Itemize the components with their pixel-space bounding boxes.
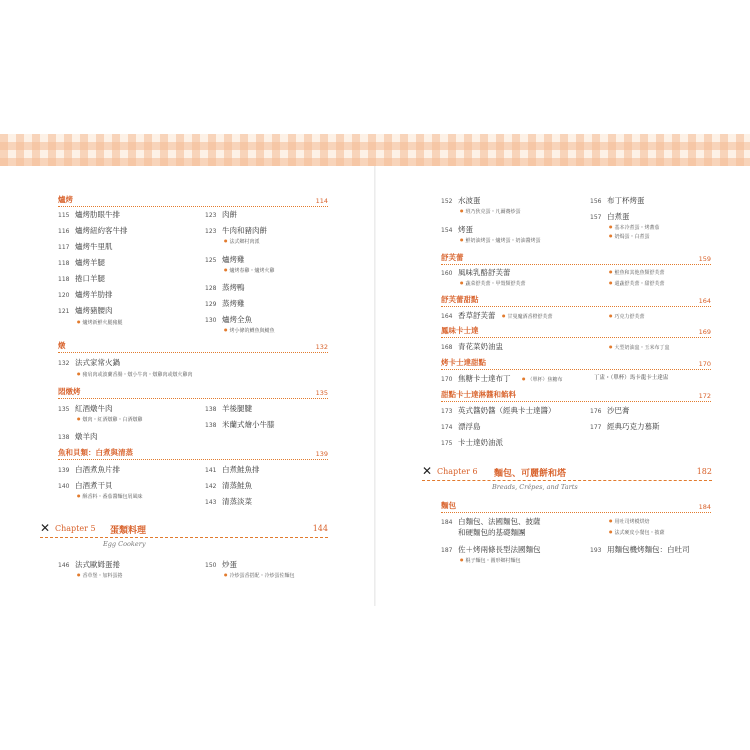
toc-entry[interactable]: 120 爐烤羊肋排 <box>58 290 113 299</box>
toc-entry[interactable]: 138 米蘭式燴小牛膝 <box>205 420 275 429</box>
section-title: 悶燉烤 <box>58 387 81 396</box>
toc-entry[interactable]: 141 白煮鮭魚排 <box>205 465 260 474</box>
toc-entry[interactable]: 123 牛肉和豬肉餅 <box>205 226 267 235</box>
toc-entry[interactable]: 121 爐烤豬腰肉 <box>58 306 113 315</box>
section-header-bread <box>441 500 711 513</box>
fork-knife-icon: ✕ <box>40 521 51 535</box>
section-header-roast <box>58 194 328 207</box>
toc-entry[interactable]: 187 佐＋烤兩條長型法國麵包 <box>441 545 541 554</box>
section-header-fish <box>58 447 328 460</box>
toc-subentry: ● 甘曼魔酒香橙舒芙蕾 <box>502 312 553 321</box>
toc-entry[interactable]: 176 沙巴膏 <box>590 406 630 415</box>
toc-subentry: ● 班乃狄克蛋・凡爾賽炒蛋 <box>460 207 521 216</box>
toc-subentry: ● 烤小條的鱒魚與鯖魚 <box>224 326 275 335</box>
toc-entry[interactable]: 132 法式家常火鍋 <box>58 358 120 367</box>
section-page: 132 <box>315 343 328 351</box>
toc-entry[interactable]: 118 捲口羊腿 <box>58 274 105 283</box>
toc-subentry: ● 還蔬舒芙蕾・甜舒芙蕾 <box>609 279 665 288</box>
section-page: 114 <box>315 197 328 205</box>
section-title: 鳳味卡士達 <box>441 326 479 335</box>
toc-entry[interactable]: 168 青花菜奶油盅 <box>441 342 503 351</box>
chapter-page: 144 <box>312 524 328 533</box>
toc-entry[interactable]: 164 香草舒芙蕾 <box>441 311 496 320</box>
toc-subentry: ● 巧克力舒芙蕾 <box>609 312 645 321</box>
toc-entry[interactable]: 118 爐烤羊腿 <box>58 258 105 267</box>
section-header-custard <box>441 325 711 338</box>
section-header-baked-custard <box>441 357 711 370</box>
section-page: 169 <box>698 328 711 336</box>
chapter-page: 182 <box>696 467 712 476</box>
toc-entry[interactable]: 129 蒸烤雞 <box>205 299 245 308</box>
toc-subentry: ● 法式硬皮小餐包・披薩 <box>609 528 665 537</box>
section-page: 139 <box>315 450 328 458</box>
section-page: 135 <box>315 389 328 397</box>
toc-subentry: ● 法式鄉村肉派 <box>224 237 260 246</box>
fork-knife-icon: ✕ <box>422 464 433 478</box>
section-title: 烤卡士達甜點 <box>441 358 486 367</box>
toc-entry[interactable]: 139 白酒煮魚片排 <box>58 465 120 474</box>
toc-entry[interactable]: 135 紅酒燉牛肉 <box>58 404 113 413</box>
toc-subentry: ● 酥香料・番茄醬麵包屑風味 <box>77 492 143 501</box>
section-title: 麵包 <box>441 501 456 510</box>
gingham-border <box>0 134 750 166</box>
toc-entry[interactable]: 150 炒蛋 <box>205 560 237 569</box>
section-page: 164 <box>698 297 711 305</box>
chapter-title: 蛋類料理 <box>110 526 147 536</box>
toc-entry[interactable]: 154 烤蛋 <box>441 225 473 234</box>
toc-entry[interactable]: 184 白麵包、法國麵包、披薩 <box>441 517 541 526</box>
toc-entry[interactable]: 138 燉羊肉 <box>58 432 98 441</box>
toc-entry[interactable]: 175 卡士達奶油派 <box>441 438 503 447</box>
chapter-label: Chapter 5 <box>55 524 96 533</box>
toc-subentry: ● 鮭魚和其他魚類舒芙蕾 <box>609 268 665 277</box>
book-spine <box>374 166 376 606</box>
section-header-souffle-dessert <box>441 294 711 307</box>
section-page: 170 <box>698 360 711 368</box>
toc-subentry: ● 豬肩肉或波蘭香腸・燉小牛肉・燉雞肉或燉火雞肉 <box>77 370 193 379</box>
toc-entry[interactable]: 157 白煮蛋 <box>590 212 630 221</box>
toc-entry[interactable]: 152 水波蛋 <box>441 196 481 205</box>
toc-entry[interactable]: 130 爐烤全魚 <box>205 315 252 324</box>
section-header-stew <box>58 340 328 353</box>
chapter-title: 麵包、可麗餅和塔 <box>494 469 567 479</box>
toc-entry-continued: 和硬麵包的基礎麵團 <box>458 528 526 537</box>
toc-entry[interactable]: 115 爐烤肋眼牛排 <box>58 210 120 219</box>
toc-subentry: ● 用吐司烤模烘焙 <box>609 517 650 526</box>
toc-subentry: ● 大型奶油盅・玉米布丁盅 <box>609 343 670 352</box>
toc-subentry: ● 鮮奶油烤蛋・爐烤蛋・奶油醬烤蛋 <box>460 236 541 245</box>
chapter-5-header[interactable] <box>40 523 328 538</box>
toc-subentry: ● 爐烤新鮮火腿豬腿 <box>77 318 123 327</box>
section-header-souffle <box>441 252 711 265</box>
chapter-label: Chapter 6 <box>437 467 478 476</box>
toc-subentry: ● （單杯）焦糖布 <box>522 375 563 384</box>
toc-entry[interactable]: 138 羊後腿腱 <box>205 404 252 413</box>
chapter-subtitle: Egg Cookery <box>103 540 146 548</box>
section-title: 舒芙蕾 <box>441 253 464 262</box>
section-title: 魚和貝類：白煮與清蒸 <box>58 448 133 457</box>
toc-entry[interactable]: 174 漂浮島 <box>441 422 481 431</box>
toc-entry[interactable]: 160 風味乳酪舒芙蕾 <box>441 268 511 277</box>
toc-entry[interactable]: 170 焦糖卡士達布丁 <box>441 374 511 383</box>
toc-subentry: ● 爐烤春雞・爐烤火雞 <box>224 266 275 275</box>
toc-entry[interactable]: 140 白酒煮干貝 <box>58 481 113 490</box>
section-title: 甜點卡士達淋醬和餡料 <box>441 390 516 399</box>
chapter-subtitle: Breads, Crêpes, and Tarts <box>492 483 578 491</box>
toc-entry[interactable]: 156 布丁杯烤蛋 <box>590 196 645 205</box>
toc-entry[interactable]: 125 爐烤雞 <box>205 255 245 264</box>
toc-subentry: ● 基本冷煮蛋・烤蕃茄 <box>609 223 660 232</box>
toc-entry[interactable]: 116 爐烤紐約客牛排 <box>58 226 128 235</box>
toc-entry[interactable]: 173 英式醬奶醬（經典卡士達醬） <box>441 406 556 415</box>
toc-entry[interactable]: 143 清蒸淡菜 <box>205 497 252 506</box>
section-page: 159 <box>698 255 711 263</box>
section-header-braise <box>58 386 328 399</box>
section-title: 燉 <box>58 341 66 350</box>
toc-entry[interactable]: 177 經典巧克力慕斯 <box>590 422 660 431</box>
toc-subentry: ● 燉肉・紅酒燉雞・白酒燉雞 <box>77 415 143 424</box>
toc-entry[interactable]: 123 肉餅 <box>205 210 237 219</box>
section-title: 爐烤 <box>58 195 73 204</box>
toc-subentry: ● 奶焗蛋・白煮蛋 <box>609 232 650 241</box>
toc-entry[interactable]: 128 蒸烤鴨 <box>205 283 245 292</box>
section-title: 舒芙蕾甜點 <box>441 295 479 304</box>
section-page: 172 <box>698 392 711 400</box>
toc-entry[interactable]: 142 清蒸鮭魚 <box>205 481 252 490</box>
toc-subentry: ● 蔬菜舒芙蕾・甲殼類舒芙蕾 <box>460 279 526 288</box>
toc-subentry: ● 香草堡・加料蛋捲 <box>77 571 123 580</box>
toc-entry-continued[interactable]: 丁盅・（單杯）馬卡龍卡士達盅 <box>594 375 669 381</box>
section-header-custard-sauce <box>441 389 711 402</box>
toc-entry[interactable]: 193 用麵包機烤麵包：白吐司 <box>590 545 690 554</box>
toc-entry[interactable]: 117 爐烤牛里肌 <box>58 242 113 251</box>
toc-subentry: ● 冷炒蛋香搭配・冷炒蛋佐麵包 <box>224 571 295 580</box>
chapter-6-header[interactable] <box>422 466 712 481</box>
toc-entry[interactable]: 146 法式歐姆蛋捲 <box>58 560 120 569</box>
section-page: 184 <box>698 503 711 511</box>
toc-subentry: ● 棍子麵包・圓形鄉村麵包 <box>460 556 521 565</box>
